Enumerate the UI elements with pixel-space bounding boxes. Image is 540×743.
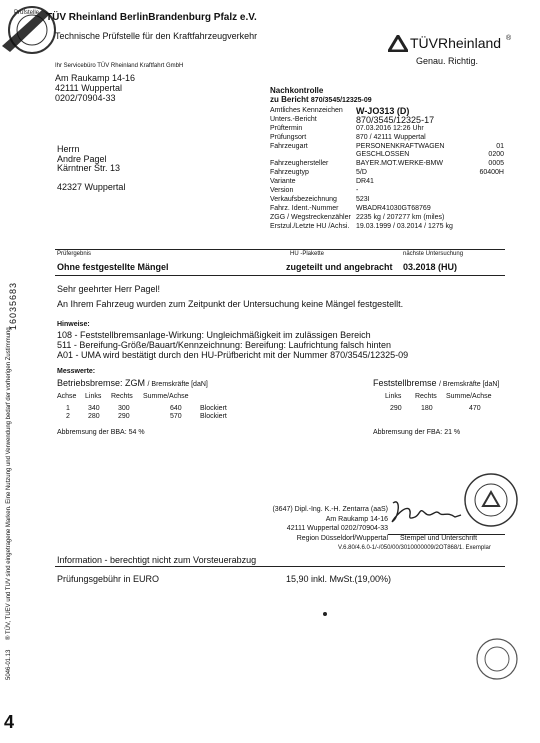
fee-label: Prüfungsgebühr in EURO [57, 574, 160, 584]
info-note: Information - berechtigt nicht zum Vorsteuerabzug [57, 555, 257, 565]
service-brake-header-axle: Achse [57, 393, 77, 400]
side-document-number: 16035683 [8, 281, 18, 330]
detail-code: 0200 [488, 151, 504, 159]
service-brake-header-sum: Summe/Achse [143, 393, 189, 400]
service-brake-header-left: Links [85, 393, 102, 400]
detail-label [270, 151, 351, 160]
hints-list [57, 330, 408, 360]
fee-value: 15,90 inkl. MwSt.(19,00%) [286, 574, 392, 584]
detail-label: ZGG / Wegstreckenzähler [270, 213, 351, 221]
detail-code [462, 134, 504, 143]
detail-code [462, 107, 504, 116]
details-codes [462, 107, 504, 231]
detail-code [462, 178, 504, 187]
result-header-2: HU -Plakette [290, 251, 325, 257]
detail-label: Fahrzeugart [270, 142, 308, 150]
info-line [55, 566, 505, 567]
logo-wordmark: TÜVRheinland [410, 35, 502, 51]
detail-label: Prüftermin [270, 124, 303, 132]
detail-code [462, 187, 504, 196]
hint-item: 511 - Bereifung-Größe/Bauart/Kennzeichnung: Bereifung: Laufrichtung falsch hinten [57, 340, 392, 350]
report-reference: zu Bericht 870/3545/12325-09 [270, 95, 372, 104]
detail-value: PERSONENKRAFTWAGEN [356, 142, 445, 150]
detail-label: Unters.-Bericht [270, 115, 317, 123]
signature [385, 495, 465, 531]
svg-text:Prüfstelle: Prüfstelle [14, 10, 40, 16]
inspector-block: (3647) Dipl.-Ing. K.-H. Zentarra (aaS) Am Raukamp 14-16 42111 Wuppertal 0202/70904-33 Region Düsseldorf/Wuppertal [272, 506, 388, 542]
detail-value: GESCHLOSSEN [356, 151, 410, 159]
detail-code: 0005 [488, 160, 504, 168]
detail-code [462, 125, 504, 134]
parking-brake-header-right: Rechts [415, 393, 437, 400]
detail-value: 07.03.2016 12:26 Uhr [356, 124, 424, 132]
parking-brake-title: Feststellbremse / Bremskräfte [daN] [373, 378, 500, 388]
detail-value: 870 / 42111 Wuppertal [356, 133, 426, 141]
report-title: Nachkontrolle [270, 86, 324, 95]
service-brake-deceleration: Abbremsung der BBA: 54 % [57, 429, 145, 436]
detail-code [462, 196, 504, 205]
parking-brake-header-sum: Summe/Achse [446, 393, 492, 400]
detail-code [462, 214, 504, 223]
parking-brake-left: 290 [390, 405, 402, 412]
details-values [356, 107, 453, 231]
detail-value: W-JO313 (D) [356, 106, 410, 116]
parking-brake-deceleration: Abbremsung der FBA: 21 % [373, 429, 461, 436]
salutation: Sehr geehrter Herr Pagel! [57, 284, 161, 294]
stamp-label: Stempel und Unterschrift [400, 535, 478, 542]
detail-label: Version [270, 187, 294, 195]
detail-code [462, 223, 504, 232]
hint-item: A01 - UMA wird bestätigt durch den HU-Prüfbericht mit der Nummer 870/3545/12325-09 [57, 350, 409, 360]
detail-value: 2235 kg / 207277 km (miles) [356, 213, 445, 221]
detail-label: Fahrz. Ident.-Nummer [270, 204, 339, 212]
detail-label: Variante [270, 178, 296, 186]
sender-line: Ihr Servicebüro TÜV Rheinland Kraftfahrt GmbH [55, 63, 184, 69]
hint-item: 108 - Feststellbremsanlage-Wirkung: Ungleichmäßigkeit im zulässigen Bereich [57, 330, 371, 340]
detail-label: Fahrzeughersteller [270, 160, 329, 168]
sender-address: Am Raukamp 14-16 42111 Wuppertal 0202/70904-33 [55, 73, 136, 103]
logo-registered: ® [506, 35, 512, 42]
detail-code [462, 116, 504, 125]
result-next-inspection: 03.2018 (HU) [403, 262, 458, 272]
result-top-line [55, 249, 505, 250]
measure-title: Messwerte: [57, 368, 96, 375]
parking-brake-header-left: Links [385, 393, 402, 400]
detail-value: BAYER.MOT.WERKE-BMW [356, 160, 443, 168]
parking-brake-sum: 470 [469, 405, 481, 412]
side-legal-text: ® TÜV, TUEV und TUV sind eingetragene Marken. Eine Nutzung und Verwendung bedarf der vorherigen Zustimmung. [6, 325, 12, 640]
detail-label: Erstzul./Letzte HU /Achsi. [270, 222, 350, 230]
detail-code: 60400H [479, 169, 504, 177]
tuv-stamp-round-lower [468, 635, 526, 683]
org-name: TÜV Rheinland BerlinBrandenburg Pfalz e.V. [46, 12, 257, 23]
recipient-address: Herrn Andre Pagel Kärntner Str. 13 42327 Wuppertal [57, 144, 126, 192]
result-bottom-line [55, 275, 505, 276]
tuv-stamp-round [457, 470, 527, 530]
hints-title: Hinweise: [57, 321, 90, 328]
details-labels [270, 107, 351, 231]
detail-label: Prüfungsort [270, 133, 307, 141]
result-plakette: zugeteilt und angebracht [286, 262, 393, 272]
detail-code [462, 205, 504, 214]
result-finding: Ohne festgestellte Mängel [57, 262, 169, 272]
dot-mark [323, 612, 327, 616]
detail-code: 01 [496, 142, 504, 150]
detail-value: 19.03.1999 / 03.2014 / 1275 kg [356, 222, 453, 230]
result-header-1: Prüfergebnis [57, 251, 92, 257]
side-form-number: 5046-01.13 [6, 649, 12, 680]
service-brake-title: Betriebsbremse: ZGM / Bremskräfte [daN] [57, 378, 208, 388]
corner-mark: 4 [4, 712, 15, 732]
detail-label: Verkaufsbezeichnung [270, 195, 337, 203]
detail-value: 870/3545/12325-17 [356, 114, 435, 125]
detail-value: - [356, 187, 359, 195]
org-subtitle: Technische Prüfstelle für den Kraftfahrzeugverkehr [55, 31, 258, 41]
service-brake-header-right: Rechts [111, 393, 133, 400]
detail-value: 523I [356, 195, 370, 203]
logo-slogan: Genau. Richtig. [416, 56, 479, 66]
detail-label: Amtliches Kennzeichen [270, 107, 343, 114]
intro-text: An Ihrem Fahrzeug wurden zum Zeitpunkt der Untersuchung keine Mängel festgestellt. [57, 299, 404, 309]
parking-brake-right: 180 [421, 405, 433, 412]
result-header-3: nächste Untersuchung [403, 251, 464, 257]
version-line: V.6.80/4.6.0-1/-/050/00/3010000009/2OT868/1. Exemplar [338, 545, 491, 551]
detail-label: Fahrzeugtyp [270, 169, 309, 177]
signature-line [388, 534, 505, 535]
tuv-triangle-icon [388, 35, 408, 52]
detail-value: 5/D [356, 169, 367, 177]
detail-value: WBADR41030GT68769 [356, 204, 431, 212]
detail-value: DR41 [356, 178, 374, 186]
